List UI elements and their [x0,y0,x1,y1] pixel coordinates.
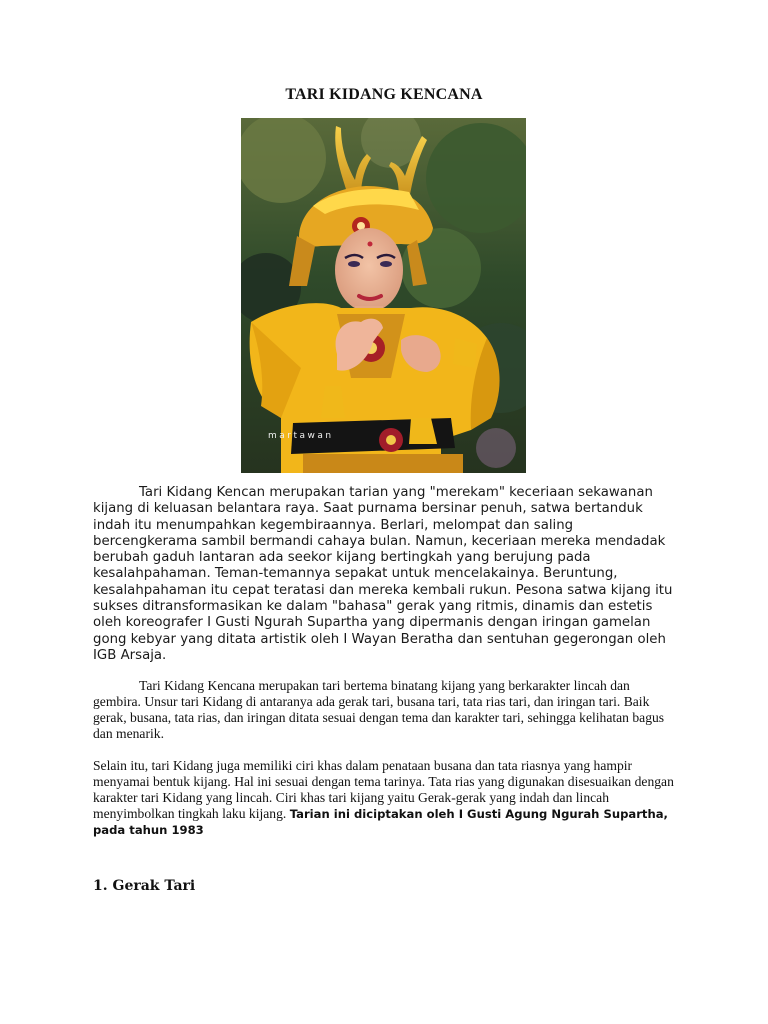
dancer-photo [241,118,526,473]
document-title: TARI KIDANG KENCANA [285,86,483,103]
paragraph-1 [93,485,673,664]
paragraph-2-text: Tari Kidang Kencana merupakan tari bertema binatang kijang yang berkarakter lincah dan gembira. Unsur tari Kidang di antaranya ada gerak tari, busana tari, tata rias tari, dan iringan tari. Baik gerak, busana, tata rias, dan iringan ditata sesuai dengan tema dan karakter tari, sehingga kelihatan bagus dan menarik. [93,678,665,741]
creator-note: Tarian ini diciptakan oleh I Gusti Agung Ngurah Supartha, pada tahun 1983 [93,807,668,837]
section-heading: 1. Gerak Tari [93,878,196,894]
photo-watermark: martawan [268,431,334,441]
dancer-illustration [241,118,526,473]
paragraph-1-text: Tari Kidang Kencan merupakan tarian yang "merekam" keceriaan sekawanan kijang di keluasan belantara raya. Saat purnama bersinar penuh, satwa bertanduk indah itu menumpahkan kegembiraannya. Berlari, melompat dan saling bercengkerama sambil bermandi cahaya bulan. Namun, keceriaan mereka mendadak berubah gaduh lantaran ada seekor kijang bertingkah yang berujung pada kesalahpahaman. Teman-temannya sepakat untuk mencelakainya. Beruntung, kesalahpahaman itu cepat teratasi dan mereka kembali rukun. Pesona satwa kijang itu sukses ditransformasikan ke dalam "bahasa" gerak yang ritmis, dinamis dan estetis oleh koreografer I Gusti Ngurah Supartha yang dipermanis dengan iringan gamelan gong kebyar yang ditata artistik oleh I Wayan Beratha dan sentuhan gegerongan oleh IGB Arsaja. [93,485,673,663]
paragraph-2 [93,678,675,742]
paragraph-3 [93,758,675,838]
paragraph-3-text: Selain itu, tari Kidang juga memiliki ciri khas dalam penataan busana dan tata riasnya yang hampir menyamai bentuk kijang. Hal ini sesuai dengan tema tarinya. Tata rias yang digunakan disesuaikan dengan karakter tari Kidang yang lincah. Ciri khas tari kijang yaitu Gerak-gerak yang indah dan lincah menyimbolkan tingkah laku kijang. [93,758,674,821]
